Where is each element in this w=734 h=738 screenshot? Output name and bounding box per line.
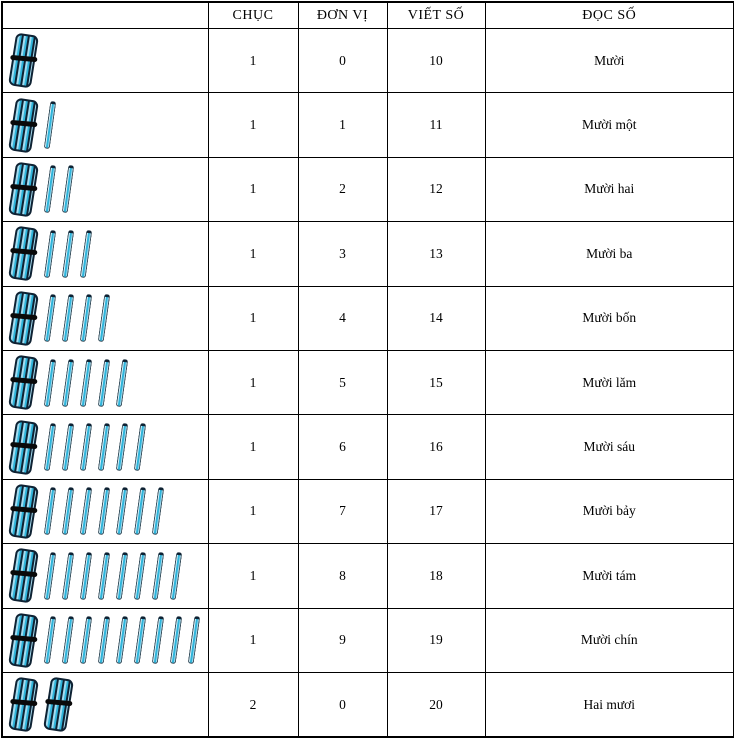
ten-sticks-bundle-icon	[8, 483, 39, 539]
single-stick-icon	[44, 358, 57, 406]
header-viet-so: VIẾT SỐ	[387, 2, 485, 29]
sticks-cell	[2, 415, 208, 479]
doc-so-cell: Mười sáu	[485, 415, 734, 479]
viet-so-cell: 19	[387, 608, 485, 672]
single-stick-icon	[98, 358, 111, 406]
doc-so-cell: Mười một	[485, 93, 734, 157]
header-row	[2, 2, 734, 29]
single-stick-icon	[80, 616, 93, 664]
table-row	[2, 415, 734, 479]
sticks-cell	[2, 157, 208, 221]
doc-so-cell: Mười ba	[485, 222, 734, 286]
single-stick-icon	[44, 165, 57, 213]
single-stick-icon	[188, 616, 201, 664]
ten-sticks-bundle-icon	[8, 419, 39, 475]
sticks-cell	[2, 222, 208, 286]
single-stick-icon	[134, 552, 147, 600]
single-stick-icon	[116, 487, 129, 535]
single-stick-icon	[134, 616, 147, 664]
don-vi-cell: 4	[298, 286, 387, 350]
don-vi-cell: 7	[298, 479, 387, 543]
don-vi-cell: 5	[298, 350, 387, 414]
single-stick-icon	[62, 423, 75, 471]
ten-sticks-bundle-icon	[8, 548, 39, 604]
table-row	[2, 222, 734, 286]
single-stick-icon	[98, 552, 111, 600]
table-row	[2, 29, 734, 93]
single-stick-icon	[44, 552, 57, 600]
don-vi-cell: 0	[298, 29, 387, 93]
viet-so-cell: 11	[387, 93, 485, 157]
chuc-cell: 1	[208, 29, 298, 93]
single-stick-icon	[62, 552, 75, 600]
chuc-cell: 2	[208, 672, 298, 737]
chuc-cell: 1	[208, 286, 298, 350]
table-row	[2, 350, 734, 414]
single-stick-icon	[62, 165, 75, 213]
don-vi-cell: 3	[298, 222, 387, 286]
table-row	[2, 608, 734, 672]
single-stick-icon	[134, 487, 147, 535]
doc-so-cell: Mười	[485, 29, 734, 93]
single-stick-icon	[44, 101, 57, 149]
single-stick-icon	[116, 616, 129, 664]
viet-so-cell: 17	[387, 479, 485, 543]
single-stick-icon	[152, 616, 165, 664]
sticks-cell	[2, 93, 208, 157]
viet-so-cell: 14	[387, 286, 485, 350]
single-stick-icon	[62, 616, 75, 664]
ten-sticks-bundle-icon	[8, 677, 39, 733]
single-stick-icon	[62, 358, 75, 406]
single-stick-icon	[44, 616, 57, 664]
single-stick-icon	[44, 423, 57, 471]
ten-sticks-bundle-icon	[8, 33, 39, 89]
viet-so-cell: 18	[387, 544, 485, 608]
sticks-cell	[2, 544, 208, 608]
chuc-cell: 1	[208, 608, 298, 672]
numbers-10-to-20-table	[1, 1, 734, 738]
sticks-cell	[2, 479, 208, 543]
single-stick-icon	[98, 616, 111, 664]
single-stick-icon	[134, 423, 147, 471]
ten-sticks-bundle-icon	[8, 226, 39, 282]
doc-so-cell: Mười hai	[485, 157, 734, 221]
doc-so-cell: Mười chín	[485, 608, 734, 672]
header-don-vi: ĐƠN VỊ	[298, 2, 387, 29]
doc-so-cell: Hai mươi	[485, 672, 734, 737]
single-stick-icon	[152, 552, 165, 600]
single-stick-icon	[80, 552, 93, 600]
single-stick-icon	[170, 616, 183, 664]
ten-sticks-bundle-icon	[8, 355, 39, 411]
single-stick-icon	[98, 423, 111, 471]
don-vi-cell: 1	[298, 93, 387, 157]
viet-so-cell: 13	[387, 222, 485, 286]
chuc-cell: 1	[208, 93, 298, 157]
sticks-cell	[2, 608, 208, 672]
chuc-cell: 1	[208, 544, 298, 608]
chuc-cell: 1	[208, 350, 298, 414]
single-stick-icon	[80, 423, 93, 471]
single-stick-icon	[80, 487, 93, 535]
single-stick-icon	[44, 487, 57, 535]
don-vi-cell: 6	[298, 415, 387, 479]
table-row	[2, 479, 734, 543]
single-stick-icon	[80, 358, 93, 406]
single-stick-icon	[80, 230, 93, 278]
table-row	[2, 157, 734, 221]
doc-so-cell: Mười bốn	[485, 286, 734, 350]
single-stick-icon	[44, 294, 57, 342]
single-stick-icon	[116, 358, 129, 406]
single-stick-icon	[44, 230, 57, 278]
ten-sticks-bundle-icon	[8, 97, 39, 153]
sticks-cell	[2, 29, 208, 93]
single-stick-icon	[62, 487, 75, 535]
header-sticks-column	[2, 2, 208, 29]
viet-so-cell: 10	[387, 29, 485, 93]
single-stick-icon	[62, 230, 75, 278]
single-stick-icon	[62, 294, 75, 342]
don-vi-cell: 8	[298, 544, 387, 608]
doc-so-cell: Mười tám	[485, 544, 734, 608]
don-vi-cell: 9	[298, 608, 387, 672]
header-chuc: CHỤC	[208, 2, 298, 29]
single-stick-icon	[116, 423, 129, 471]
single-stick-icon	[152, 487, 165, 535]
table-row	[2, 93, 734, 157]
single-stick-icon	[98, 487, 111, 535]
ten-sticks-bundle-icon	[8, 290, 39, 346]
viet-so-cell: 20	[387, 672, 485, 737]
table-row	[2, 544, 734, 608]
single-stick-icon	[116, 552, 129, 600]
doc-so-cell: Mười bảy	[485, 479, 734, 543]
ten-sticks-bundle-icon	[8, 612, 39, 668]
chuc-cell: 1	[208, 222, 298, 286]
single-stick-icon	[98, 294, 111, 342]
header-doc-so: ĐỌC SỐ	[485, 2, 734, 29]
table-row	[2, 672, 734, 737]
chuc-cell: 1	[208, 415, 298, 479]
single-stick-icon	[170, 552, 183, 600]
viet-so-cell: 15	[387, 350, 485, 414]
table-row	[2, 286, 734, 350]
viet-so-cell: 12	[387, 157, 485, 221]
doc-so-cell: Mười lăm	[485, 350, 734, 414]
sticks-cell	[2, 286, 208, 350]
single-stick-icon	[80, 294, 93, 342]
viet-so-cell: 16	[387, 415, 485, 479]
chuc-cell: 1	[208, 157, 298, 221]
don-vi-cell: 0	[298, 672, 387, 737]
chuc-cell: 1	[208, 479, 298, 543]
sticks-cell	[2, 672, 208, 737]
sticks-cell	[2, 350, 208, 414]
ten-sticks-bundle-icon	[43, 677, 74, 733]
ten-sticks-bundle-icon	[8, 161, 39, 217]
don-vi-cell: 2	[298, 157, 387, 221]
